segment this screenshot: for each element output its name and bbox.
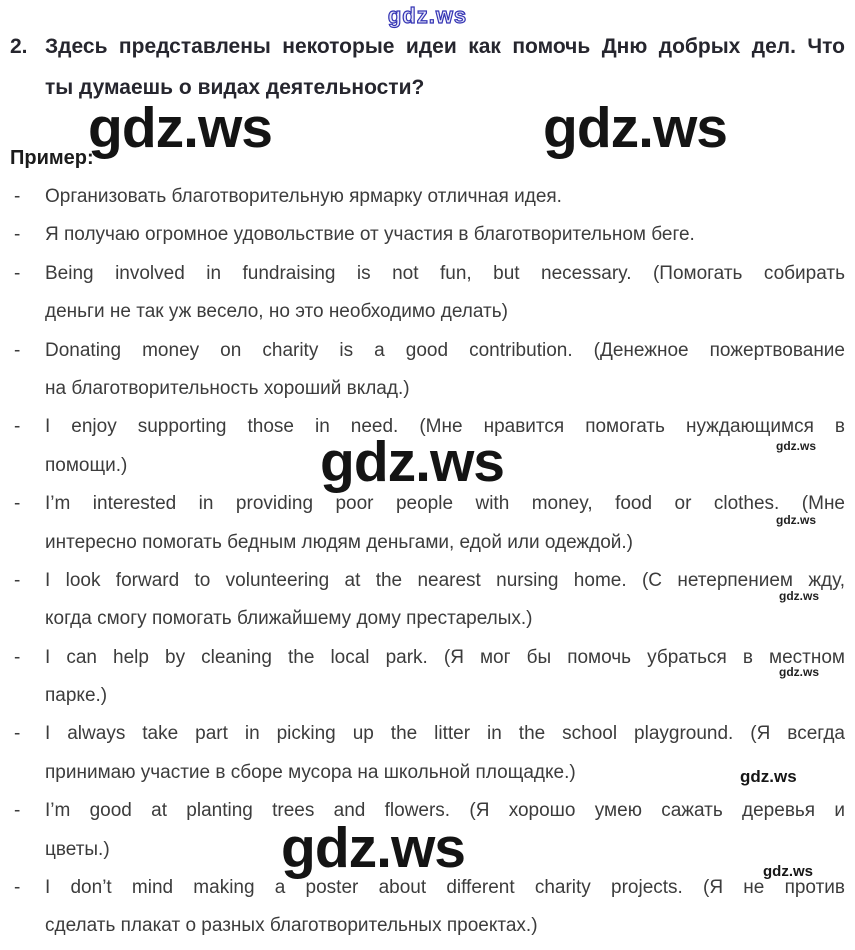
bullet-dash: -	[14, 646, 21, 668]
bullet-dash: -	[14, 186, 21, 207]
exercise-question	[45, 26, 845, 108]
list-item-line: Я получаю огромное удовольствие от участия в благотворительном беге.	[45, 224, 695, 246]
bullet-dash: -	[14, 877, 21, 899]
list-item-line: когда смогу помогать ближайшему дому престарелых.)	[45, 608, 533, 630]
exercise-number: 2.	[10, 35, 28, 58]
list-item-line: деньги не так уж весело, но это необходимо делать)	[45, 301, 508, 323]
list-item-line: интересно помогать бедным людям деньгами, едой или одеждой.)	[45, 531, 634, 553]
list-item	[10, 562, 845, 639]
watermark-gdzws-small: gdz.ws	[779, 665, 820, 679]
list-item-line: I can help by cleaning the local park. (Я мог бы помочь убраться в местном	[45, 646, 845, 668]
watermark-gdzws-large: gdz.ws	[543, 96, 728, 160]
watermark-gdzws-small: gdz.ws	[776, 439, 817, 453]
list-item	[10, 869, 845, 946]
list-item	[10, 792, 845, 869]
bullet-dash: -	[14, 224, 21, 246]
exercise-question-line: ты думаешь о видах деятельности?	[45, 76, 425, 99]
list-item	[10, 178, 845, 216]
list-item	[10, 639, 845, 716]
list-item-line: I’m good at planting trees and flowers. (Я хорошо умею сажать деревья и	[45, 800, 845, 822]
list-item-line: Donating money on charity is a good contribution. (Денежное пожертвование	[45, 339, 845, 361]
list-item-line: I always take part in picking up the litter in the school playground. (Я всегда	[45, 723, 845, 745]
watermark-gdzws-small: gdz.ws	[779, 589, 820, 603]
answers-list	[10, 178, 845, 946]
list-item-line: I’m interested in providing poor people with money, food or clothes. (Мне	[45, 493, 845, 515]
list-item-line: I enjoy supporting those in need. (Мне нравится помогать нуждающимся в	[45, 416, 845, 438]
list-item	[10, 715, 845, 792]
watermark-gdzws-small: gdz.ws	[776, 513, 817, 527]
watermark-gdzws-medium: gdz.ws	[740, 767, 797, 786]
bullet-dash: -	[14, 723, 21, 745]
bullet-dash: -	[14, 493, 21, 515]
bullet-dash: -	[14, 262, 21, 284]
exercise-question-line: Здесь представлены некоторые идеи как помочь Дню добрых дел. Что	[45, 35, 845, 58]
watermark-gdzws-large: gdz.ws	[281, 816, 466, 880]
bullet-dash: -	[14, 339, 21, 361]
watermark-gdzws-medium: gdz.ws	[763, 863, 814, 880]
watermark-gdzws-large: gdz.ws	[320, 430, 505, 494]
list-item-line: на благотворительность хороший вклад.)	[45, 377, 410, 399]
bullet-dash: -	[14, 800, 21, 822]
list-item-line: цветы.)	[45, 838, 110, 860]
list-item	[10, 332, 845, 409]
list-item-line: помощи.)	[45, 454, 128, 476]
list-item	[10, 485, 845, 562]
exercise-header	[10, 26, 845, 108]
watermark-gdzws-large: gdz.ws	[88, 96, 273, 160]
list-item	[10, 216, 845, 254]
bullet-dash: -	[14, 416, 21, 438]
list-item-line: Being involved in fundraising is not fun, but necessary. (Помогать собирать	[45, 262, 845, 284]
list-item-line: парке.)	[45, 685, 108, 707]
example-label: Пример:	[10, 147, 94, 169]
list-item-line: сделать плакат о разных благотворительных проектах.)	[45, 915, 538, 937]
list-item-line: Организовать благотворительную ярмарку отличная идея.	[45, 186, 562, 207]
bullet-dash: -	[14, 569, 21, 591]
list-item	[10, 408, 845, 485]
list-item-line: принимаю участие в сборе мусора на школьной площадке.)	[45, 761, 576, 783]
watermark-gdzws-top: gdz.ws	[387, 3, 468, 28]
list-item-line: I don’t mind making a poster about different charity projects. (Я не против	[45, 877, 845, 899]
list-item	[10, 255, 845, 332]
list-item-line: I look forward to volunteering at the nearest nursing home. (С нетерпением жду,	[45, 569, 845, 591]
